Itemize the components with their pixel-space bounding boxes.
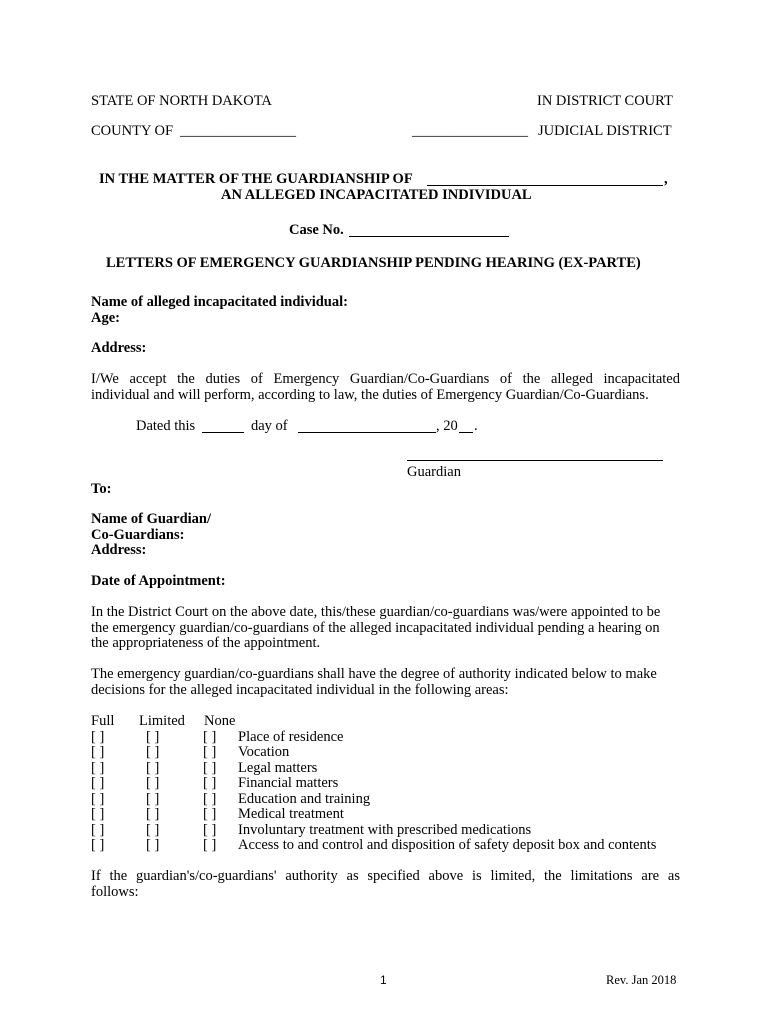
checkbox-full[interactable]: [ ]	[91, 729, 105, 745]
checkbox-none[interactable]: [ ]	[203, 791, 217, 807]
acceptance-line-1: I/We accept the duties of Emergency Guardian/Co-Guardians of the alleged incapacitated	[91, 371, 680, 387]
authority-para-line-1: The emergency guardian/co-guardians shall have the degree of authority indicated below to make	[91, 666, 657, 682]
checkbox-limited[interactable]: [ ]	[146, 822, 160, 838]
checkbox-none[interactable]: [ ]	[203, 729, 217, 745]
page-number: 1	[380, 973, 387, 987]
authority-area: Legal matters	[238, 760, 318, 776]
revision-label: Rev. Jan 2018	[606, 973, 677, 987]
authority-area: Place of residence	[238, 729, 344, 745]
checkbox-none[interactable]: [ ]	[203, 760, 217, 776]
judicial-district-label: JUDICIAL DISTRICT	[538, 123, 672, 139]
appointment-para-line-2: the emergency guardian/co-guardians of the alleged incapacitated individual pending a hearing on	[91, 620, 660, 636]
guardian-name-label-1: Name of Guardian/	[91, 511, 212, 527]
authority-area: Financial matters	[238, 775, 339, 791]
checkbox-none[interactable]: [ ]	[203, 744, 217, 760]
column-header-full: Full	[91, 713, 115, 729]
guardian-signature-label: Guardian	[407, 464, 461, 480]
appointment-para-line-1: In the District Court on the above date, this/these guardian/co-guardians was/were appointed to be	[91, 604, 661, 620]
day-of-label: day of	[251, 418, 288, 434]
case-number-blank[interactable]	[349, 236, 509, 237]
guardian-address-label: Address:	[91, 542, 147, 558]
individual-name-label: Name of alleged incapacitated individual:	[91, 294, 348, 310]
checkbox-limited[interactable]: [ ]	[146, 775, 160, 791]
appointment-para-line-3: the appropriateness of the appointment.	[91, 635, 321, 651]
county-blank[interactable]: ________________	[180, 123, 296, 139]
checkbox-limited[interactable]: [ ]	[146, 744, 160, 760]
district-blank[interactable]: ________________	[412, 123, 528, 139]
checkbox-full[interactable]: [ ]	[91, 822, 105, 838]
checkbox-limited[interactable]: [ ]	[146, 837, 160, 853]
checkbox-full[interactable]: [ ]	[91, 837, 105, 853]
checkbox-none[interactable]: [ ]	[203, 837, 217, 853]
guardian-signature-line[interactable]	[407, 460, 663, 461]
year-blank[interactable]	[459, 432, 473, 433]
authority-para-line-2: decisions for the alleged incapacitated individual in the following areas:	[91, 682, 509, 698]
ward-name-blank[interactable]	[427, 185, 663, 186]
individual-age-label: Age:	[91, 310, 120, 326]
county-label: COUNTY OF	[91, 123, 174, 139]
to-label: To:	[91, 481, 112, 497]
matter-line-1: IN THE MATTER OF THE GUARDIANSHIP OF	[99, 171, 413, 187]
case-number-label: Case No.	[289, 222, 344, 238]
limitations-line-1: If the guardian's/co-guardians' authority as specified above is limited, the limitations are as	[91, 868, 680, 884]
authority-area: Vocation	[238, 744, 290, 760]
state-heading: STATE OF NORTH DAKOTA	[91, 93, 272, 109]
authority-area: Education and training	[238, 791, 371, 807]
appointment-date-label: Date of Appointment:	[91, 573, 226, 589]
month-blank[interactable]	[298, 432, 436, 433]
acceptance-line-2: individual and will perform, according to law, the duties of Emergency Guardian/Co-Guardians.	[91, 387, 649, 403]
guardian-name-label-2: Co-Guardians:	[91, 527, 185, 543]
authority-area: Access to and control and disposition of safety deposit box and contents	[238, 837, 657, 853]
dated-this-label: Dated this	[136, 418, 196, 434]
year-suffix: .	[474, 418, 478, 434]
checkbox-limited[interactable]: [ ]	[146, 729, 160, 745]
individual-address-label: Address:	[91, 340, 147, 356]
column-header-none: None	[204, 713, 236, 729]
year-prefix: , 20	[436, 418, 458, 434]
checkbox-limited[interactable]: [ ]	[146, 760, 160, 776]
court-heading: IN DISTRICT COURT	[537, 93, 673, 109]
checkbox-full[interactable]: [ ]	[91, 775, 105, 791]
checkbox-limited[interactable]: [ ]	[146, 806, 160, 822]
checkbox-none[interactable]: [ ]	[203, 806, 217, 822]
day-blank[interactable]	[202, 432, 244, 433]
checkbox-full[interactable]: [ ]	[91, 791, 105, 807]
checkbox-none[interactable]: [ ]	[203, 775, 217, 791]
checkbox-limited[interactable]: [ ]	[146, 791, 160, 807]
checkbox-full[interactable]: [ ]	[91, 760, 105, 776]
authority-area: Medical treatment	[238, 806, 344, 822]
checkbox-full[interactable]: [ ]	[91, 806, 105, 822]
limitations-line-2: follows:	[91, 884, 139, 900]
matter-line-2: AN ALLEGED INCAPACITATED INDIVIDUAL	[221, 187, 532, 203]
authority-area: Involuntary treatment with prescribed medications	[238, 822, 532, 838]
checkbox-full[interactable]: [ ]	[91, 744, 105, 760]
checkbox-none[interactable]: [ ]	[203, 822, 217, 838]
matter-line-1-comma: ,	[664, 171, 668, 187]
document-title: LETTERS OF EMERGENCY GUARDIANSHIP PENDING HEARING (EX-PARTE)	[106, 255, 641, 271]
column-header-limited: Limited	[139, 713, 185, 729]
